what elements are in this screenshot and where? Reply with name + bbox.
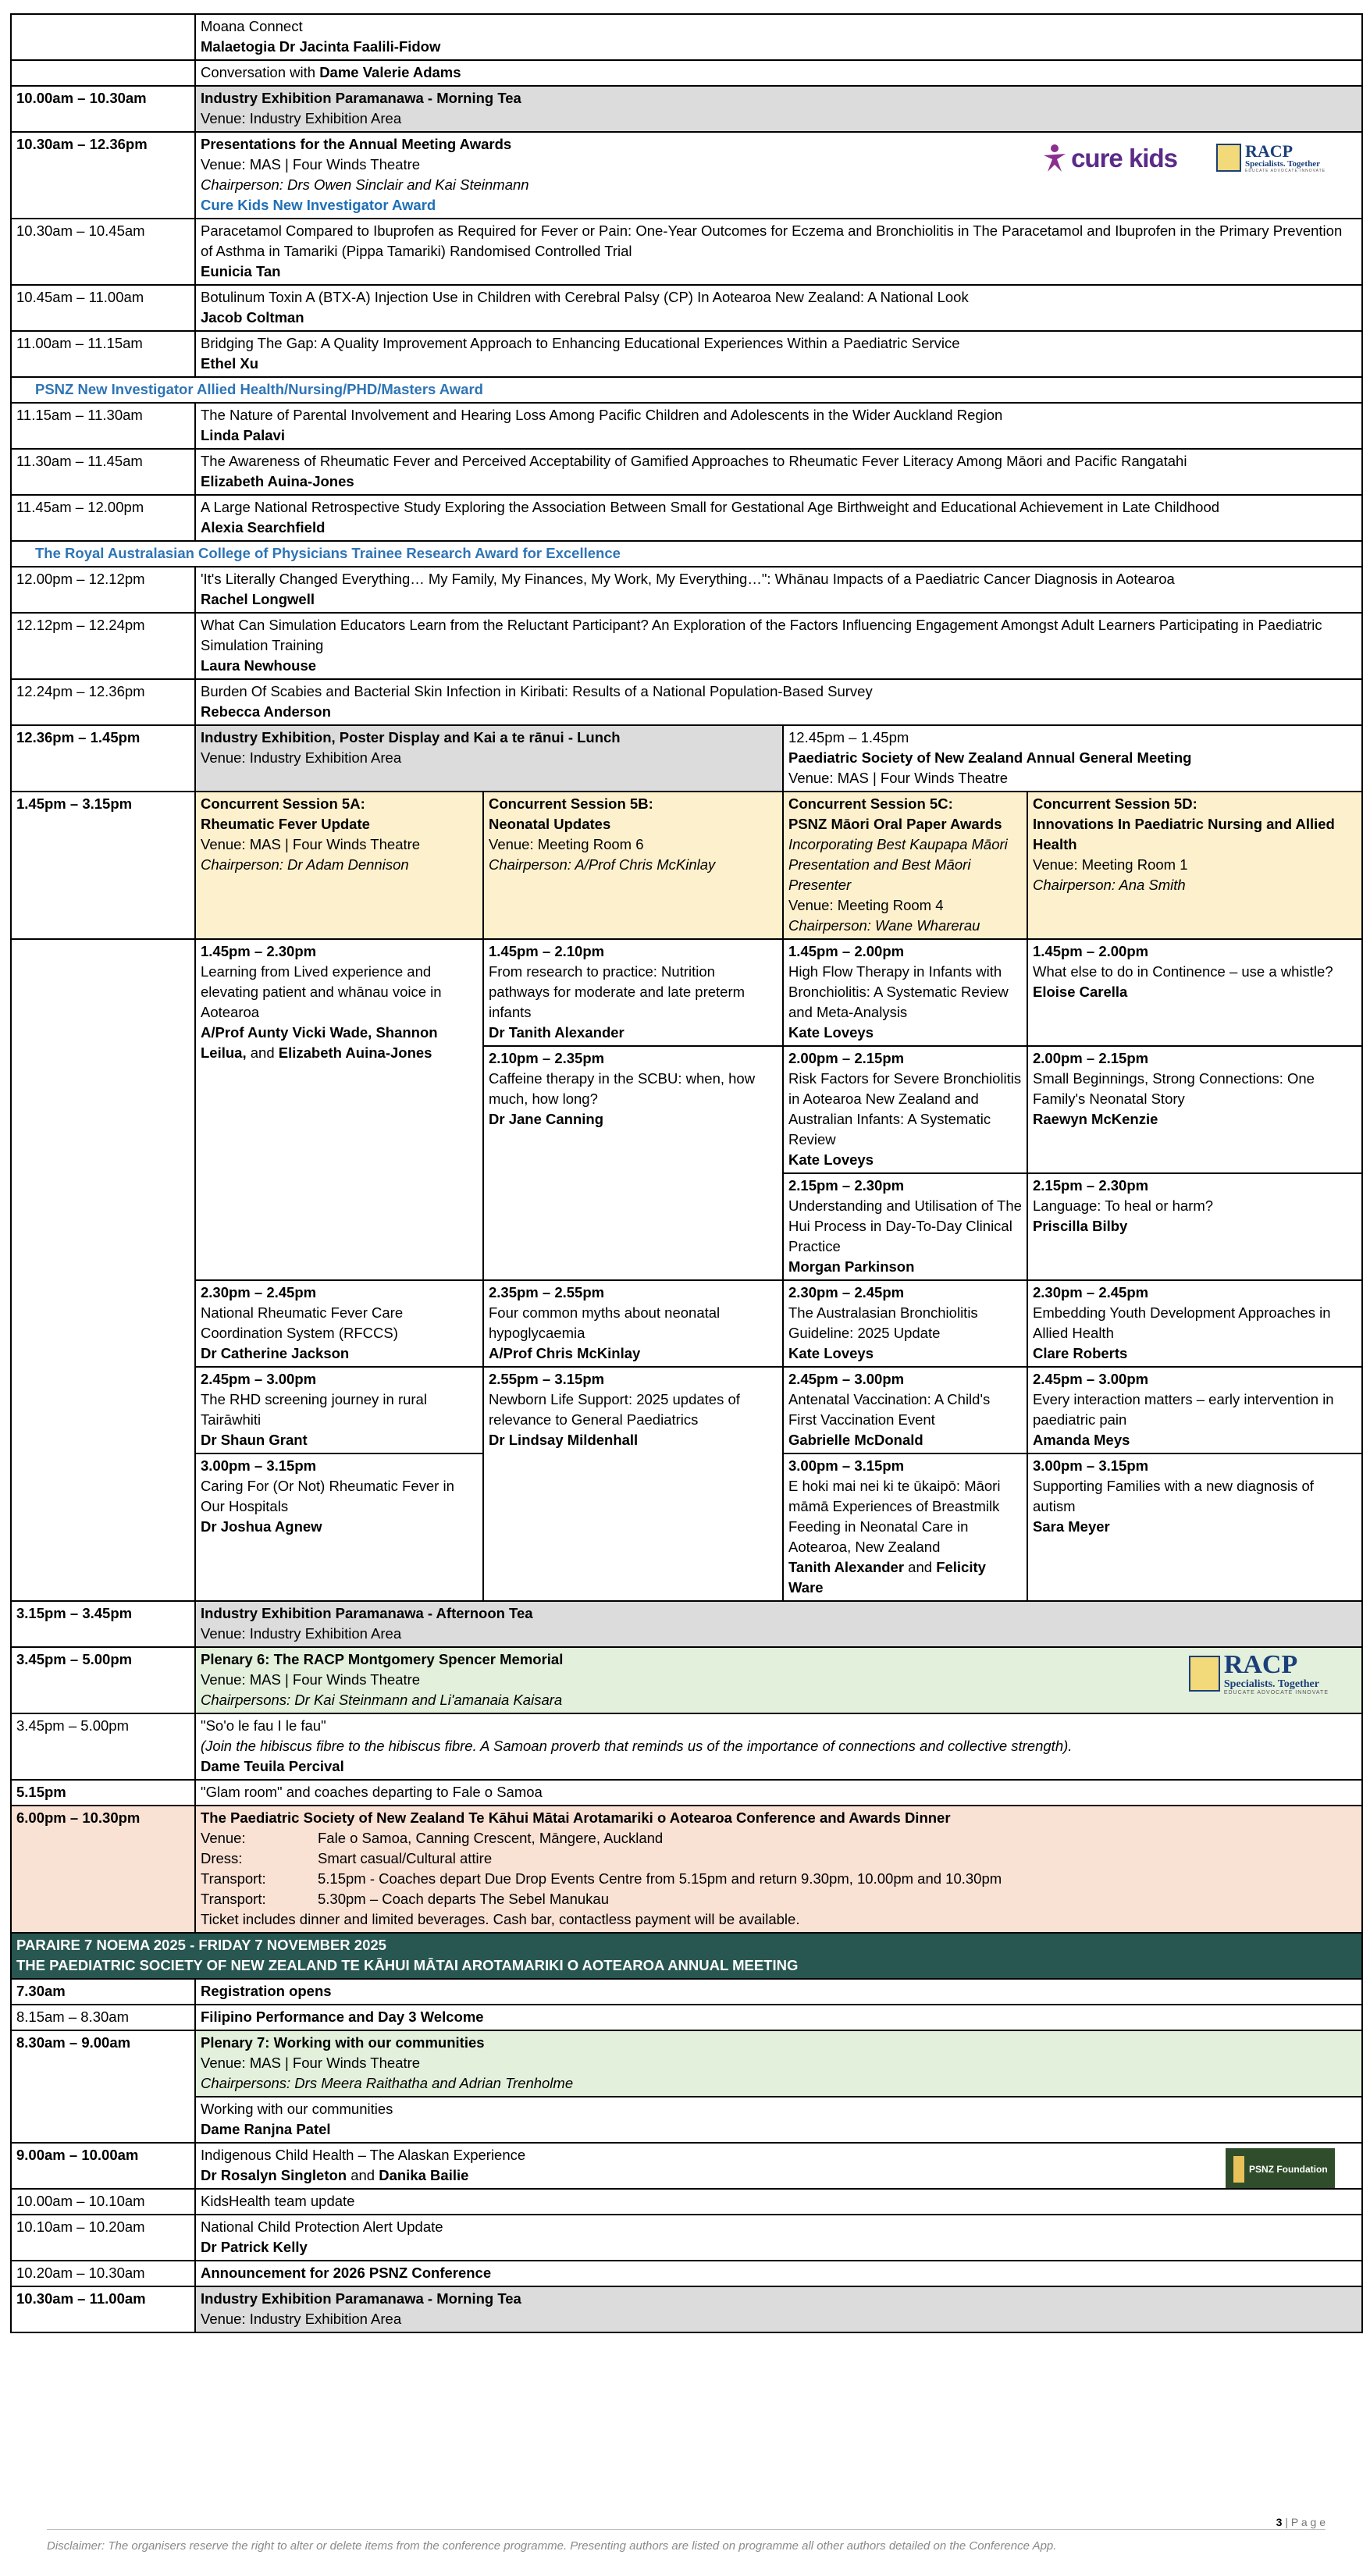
venue: Venue: Meeting Room 4 [788, 897, 944, 913]
racp-crest-icon [1189, 1656, 1220, 1692]
detail-value: Fale o Samoa, Canning Crescent, Māngere, Auckland [318, 1830, 664, 1846]
table-row [11, 2030, 1362, 2097]
talk-title: High Flow Therapy in Infants with Bronchiolitis: A Systematic Review and Meta-Analysis [788, 963, 1009, 1020]
cure-kids-logo [1041, 144, 1177, 173]
talk-cell [783, 1367, 1027, 1453]
table-row [11, 939, 1362, 1046]
detail-value: Smart casual/Cultural attire [318, 1850, 493, 1866]
session-title: Industry Exhibition Paramanawa - Morning Tea [201, 90, 521, 106]
table-row [11, 86, 1362, 132]
session-5c [783, 792, 1027, 939]
programme-table [10, 13, 1363, 2333]
talk-subtitle: (Join the hibiscus fibre to the hibiscus fibre. A Samoan proverb that reminds us of the importance of connections and collective strength). [201, 1738, 1073, 1754]
talk-title: "So'o le fau I le fau" [201, 1717, 326, 1734]
time-cell: 12.12pm – 12.24pm [11, 613, 195, 679]
speaker-name: Dr Lindsay Mildenhall [489, 1432, 639, 1448]
table-row [11, 132, 1362, 219]
talk-cell [1027, 1453, 1362, 1601]
talk-title: The Australasian Bronchiolitis Guideline: 2025 Update [788, 1304, 978, 1341]
table-row [11, 725, 1362, 792]
talk-time: 2.15pm – 2.30pm [788, 1177, 905, 1194]
dinner-note: Ticket includes dinner and limited beverages. Cash bar, contactless payment will be available. [201, 1911, 800, 1927]
table-row [11, 14, 1362, 60]
speaker-name: Sara Meyer [1033, 1518, 1110, 1535]
talk-title: A Large National Retrospective Study Exploring the Association Between Small for Gestational Age Birthweight and Educational Achievement in Late Childhood [201, 499, 1220, 515]
talk-title: Understanding and Utilisation of The Hui Process in Day-To-Day Clinical Practice [788, 1197, 1022, 1254]
speaker-name: Rebecca Anderson [201, 703, 331, 720]
talk-cell [483, 1280, 783, 1367]
table-row [11, 495, 1362, 541]
detail-key: Venue: [201, 1830, 246, 1846]
talk-time: 1.45pm – 2.00pm [1033, 943, 1149, 959]
talk-time: 3.00pm – 3.15pm [201, 1457, 317, 1474]
session-title: Industry Exhibition Paramanawa - Morning Tea [201, 2290, 521, 2307]
time-cell: 6.00pm – 10.30pm [11, 1806, 195, 1933]
talk-title: Paracetamol Compared to Ibuprofen as Required for Fever or Pain: One-Year Outcomes for Eczema and Bronchiolitis in The Paracetamol and Ibuprofen in the Primary Prevention of Asthma in Tamariki (Pippa Tamariki) Randomised Controlled Trial [201, 222, 1343, 259]
table-row [11, 2215, 1362, 2261]
talk-title: National Rheumatic Fever Care Coordination System (RFCCS) [201, 1304, 404, 1341]
speaker-name: Dr Jane Canning [489, 1111, 603, 1127]
speaker-name: Alexia Searchfield [201, 519, 326, 535]
speaker-name: Tanith Alexander [788, 1559, 905, 1575]
talk-title: Working with our communities [201, 2101, 393, 2117]
venue: Venue: Industry Exhibition Area [201, 1625, 402, 1642]
disclaimer: Disclaimer: The organisers reserve the right to alter or delete items from the conference programme. Presenting authors are listed on programme all other authors detailed on the Conference App. [47, 2539, 1057, 2553]
table-row [11, 1780, 1362, 1806]
talk-title: Conversation with [201, 64, 320, 80]
table-row [11, 1601, 1362, 1647]
table-row [11, 449, 1362, 495]
table-row [11, 1979, 1362, 2005]
venue: Venue: MAS | Four Winds Theatre [201, 836, 421, 852]
speaker-name: A/Prof Chris McKinlay [489, 1345, 641, 1361]
talk-time: 2.15pm – 2.30pm [1033, 1177, 1149, 1194]
day-meeting-name: THE PAEDIATRIC SOCIETY OF NEW ZEALAND TE KĀHUI MĀTAI AROTAMARIKI O AOTEAROA ANNUAL MEETING [16, 1957, 799, 1973]
racp-logo [1216, 142, 1326, 173]
talk-time: 2.00pm – 2.15pm [1033, 1050, 1149, 1066]
racp-crest-icon [1216, 144, 1241, 172]
time-cell: 11.45am – 12.00pm [11, 495, 195, 541]
talk-title: Antenatal Vaccination: A Child's First Vaccination Event [788, 1391, 991, 1428]
talk-title: From research to practice: Nutrition pathways for moderate and late preterm infants [489, 963, 745, 1020]
time-cell [11, 14, 195, 60]
talk-title: Caring For (Or Not) Rheumatic Fever in Our Hospitals [201, 1478, 454, 1514]
venue: Venue: MAS | Four Winds Theatre [788, 770, 1009, 786]
speaker-name: Amanda Meys [1033, 1432, 1130, 1448]
talk-title: E hoki mai nei ki te ūkaipō: Māori māmā Experiences of Breastmilk Feeding in Neonatal Care in Aotearoa, New Zealand [788, 1478, 1001, 1555]
session-title: Industry Exhibition, Poster Display and Kai a te rānui - Lunch [201, 729, 621, 745]
detail-key: Transport: [201, 1870, 266, 1887]
cure-kids-text: cure kids [1071, 144, 1177, 173]
speaker-name: Raewyn McKenzie [1033, 1111, 1158, 1127]
talk-title: The Nature of Parental Involvement and Hearing Loss Among Pacific Children and Adolescents in the Wider Auckland Region [201, 407, 1003, 423]
session-title: Plenary 7: Working with our communities [201, 2034, 485, 2051]
table-row [11, 1933, 1362, 1979]
time-cell: 1.45pm – 3.15pm [11, 792, 195, 939]
time-cell: 10.20am – 10.30am [11, 2261, 195, 2286]
time-cell: 8.15am – 8.30am [11, 2005, 195, 2030]
talk-cell [783, 1280, 1027, 1367]
session-title: Rheumatic Fever Update [201, 816, 370, 832]
talk-cell [1027, 1046, 1362, 1173]
talk-time: 2.00pm – 2.15pm [788, 1050, 905, 1066]
chairperson: Chairpersons: Drs Meera Raithatha and Adrian Trenholme [201, 2075, 574, 2091]
racp-tagline: Specialists. Together [1245, 159, 1320, 169]
talk-title: Learning from Lived experience and elevating patient and whānau voice in Aotearoa [201, 963, 442, 1020]
session-label: Concurrent Session 5D: [1033, 795, 1197, 812]
time-cell: 10.00am – 10.30am [11, 86, 195, 132]
session-label: Concurrent Session 5A: [201, 795, 365, 812]
time-cell: 10.30am – 10.45am [11, 219, 195, 285]
talk-title: Bridging The Gap: A Quality Improvement Approach to Enhancing Educational Experiences Within a Paediatric Service [201, 335, 960, 351]
speaker-name: Eunicia Tan [201, 263, 281, 279]
speaker-name: A/Prof Aunty Vicki Wade, Shannon Leilua, [201, 1024, 438, 1061]
talk-cell [195, 1367, 483, 1453]
footer-divider [47, 2529, 1326, 2530]
session-5a [195, 792, 483, 939]
talk-title: Risk Factors for Severe Bronchiolitis in Aotearoa New Zealand and Australian Infants: A Systematic Review [788, 1070, 1022, 1147]
chairperson: Chairperson: Wane Wharerau [788, 917, 980, 934]
speaker-name: Danika Bailie [379, 2167, 469, 2183]
session-title: Innovations In Paediatric Nursing and Allied Health [1033, 816, 1335, 852]
table-row [11, 331, 1362, 377]
venue: Venue: Meeting Room 1 [1033, 856, 1188, 873]
foundation-logo-text: PSNZ Foundation [1249, 2163, 1328, 2175]
table-row [11, 1280, 1362, 1367]
talk-title: Language: To heal or harm? [1033, 1197, 1214, 1214]
day-heading [11, 1933, 1362, 1979]
time-cell: 11.15am – 11.30am [11, 403, 195, 449]
talk-cell [195, 1280, 483, 1367]
foundation-mark-icon [1233, 2156, 1244, 2183]
talk-cell [783, 1453, 1027, 1601]
speaker-joiner: and [347, 2167, 379, 2183]
time-cell: 10.30am – 12.36pm [11, 132, 195, 219]
talk-title: Supporting Families with a new diagnosis of autism [1033, 1478, 1314, 1514]
cure-kids-figure-icon [1041, 144, 1068, 173]
time-cell: 10.10am – 10.20am [11, 2215, 195, 2261]
talk-title: Small Beginnings, Strong Connections: One Family's Neonatal Story [1033, 1070, 1315, 1107]
table-row [11, 1647, 1362, 1713]
talk-time: 2.45pm – 3.00pm [1033, 1371, 1149, 1387]
speaker-joiner: and [246, 1044, 279, 1061]
chairperson: Chairperson: Drs Owen Sinclair and Kai Steinmann [201, 176, 529, 193]
talk-time: 2.45pm – 3.00pm [788, 1371, 905, 1387]
speaker-name: Dr Catherine Jackson [201, 1345, 350, 1361]
talk-time: 2.30pm – 2.45pm [201, 1284, 317, 1300]
time-cell: 8.30am – 9.00am [11, 2030, 195, 2143]
talk-time: 3.00pm – 3.15pm [788, 1457, 905, 1474]
session-title: Plenary 6: The RACP Montgomery Spencer Memorial [201, 1651, 564, 1667]
chairperson: Chairperson: Dr Adam Dennison [201, 856, 409, 873]
talk-cell [483, 1367, 783, 1601]
speaker-name: Laura Newhouse [201, 657, 317, 674]
time-cell: 7.30am [11, 1979, 195, 2005]
speaker-name: Dame Ranjna Patel [201, 2121, 331, 2137]
table-row [11, 377, 1362, 403]
talk-time: 2.30pm – 2.45pm [1033, 1284, 1149, 1300]
time-cell: 12.24pm – 12.36pm [11, 679, 195, 725]
speaker-name: Gabrielle McDonald [788, 1432, 923, 1448]
talk-time: 2.35pm – 2.55pm [489, 1284, 605, 1300]
racp-logo [1189, 1651, 1329, 1696]
venue: Venue: Industry Exhibition Area [201, 2311, 402, 2327]
time-cell: 10.30am – 11.00am [11, 2286, 195, 2332]
speaker-name: Priscilla Bilby [1033, 1218, 1128, 1234]
time-cell [11, 939, 195, 1601]
venue: Venue: Industry Exhibition Area [201, 110, 402, 126]
talk-cell [783, 1046, 1027, 1173]
speaker-name: Kate Loveys [788, 1024, 874, 1041]
speaker-name: Dr Patrick Kelly [201, 2239, 308, 2255]
time-cell: 12.36pm – 1.45pm [11, 725, 195, 792]
talk-cell [1027, 1280, 1362, 1367]
session-5d [1027, 792, 1362, 939]
speaker-name: Elizabeth Auina-Jones [278, 1044, 432, 1061]
agm-time: 12.45pm – 1.45pm [788, 729, 909, 745]
psnz-foundation-logo [1226, 2148, 1335, 2189]
talk-cell [783, 1173, 1027, 1280]
speaker-name: Malaetogia Dr Jacinta Faalili-Fidow [201, 38, 441, 55]
time-cell: 3.15pm – 3.45pm [11, 1601, 195, 1647]
award-heading: PSNZ New Investigator Allied Health/Nursing/PHD/Masters Award [11, 377, 1362, 403]
time-cell: 11.30am – 11.45am [11, 449, 195, 495]
table-row [11, 1367, 1362, 1453]
talk-title: "Glam room" and coaches departing to Fale o Samoa [195, 1780, 1362, 1806]
chairperson: Chairpersons: Dr Kai Steinmann and Li'amanaia Kaisara [201, 1692, 563, 1708]
table-row [11, 541, 1362, 567]
talk-title: Every interaction matters – early intervention in paediatric pain [1033, 1391, 1334, 1428]
session-label: Concurrent Session 5C: [788, 795, 953, 812]
table-row [11, 679, 1362, 725]
page-number-label: | P a g e [1282, 2516, 1326, 2528]
talk-title: The RHD screening journey in rural Tairāwhiti [201, 1391, 427, 1428]
time-cell: 3.45pm – 5.00pm [11, 1647, 195, 1713]
speaker-name: Dr Tanith Alexander [489, 1024, 625, 1041]
venue: Venue: Meeting Room 6 [489, 836, 644, 852]
agm-title: Paediatric Society of New Zealand Annual General Meeting [788, 749, 1192, 766]
speaker-name: Kate Loveys [788, 1151, 874, 1168]
detail-value: 5.30pm – Coach departs The Sebel Manukau [318, 1891, 609, 1907]
racp-motto: EDUCATE ADVOCATE INNOVATE [1245, 168, 1326, 173]
talk-time: 1.45pm – 2.00pm [788, 943, 905, 959]
talk-cell [483, 1046, 783, 1280]
table-row [11, 2005, 1362, 2030]
venue: Venue: Industry Exhibition Area [201, 749, 402, 766]
speaker-name: Jacob Coltman [201, 309, 304, 326]
talk-cell [195, 939, 483, 1280]
table-row [11, 2143, 1362, 2189]
talk-cell [1027, 939, 1362, 1046]
venue: Venue: MAS | Four Winds Theatre [201, 2055, 421, 2071]
dinner-title: The Paediatric Society of New Zealand Te Kāhui Mātai Arotamariki o Aotearoa Conference and Awards Dinner [201, 1809, 951, 1826]
award-name: Cure Kids New Investigator Award [201, 197, 436, 213]
talk-title: Four common myths about neonatal hypoglycaemia [489, 1304, 721, 1341]
talk-time: 1.45pm – 2.30pm [201, 943, 317, 959]
speaker-name: Rachel Longwell [201, 591, 315, 607]
time-cell: 10.00am – 10.10am [11, 2189, 195, 2215]
talk-time: 1.45pm – 2.10pm [489, 943, 605, 959]
speaker-name: Clare Roberts [1033, 1345, 1128, 1361]
racp-tagline: Specialists. Together [1223, 1678, 1319, 1690]
talk-title: Burden Of Scabies and Bacterial Skin Infection in Kiribati: Results of a National Population-Based Survey [201, 683, 873, 699]
time-cell: 5.15pm [11, 1780, 195, 1806]
talk-title: Indigenous Child Health – The Alaskan Experience [201, 2147, 526, 2163]
table-row [11, 792, 1362, 939]
table-row [11, 567, 1362, 613]
talk-time: 2.55pm – 3.15pm [489, 1371, 605, 1387]
detail-key: Dress: [201, 1850, 243, 1866]
time-cell: 12.00pm – 12.12pm [11, 567, 195, 613]
table-row [11, 1806, 1362, 1933]
session-title: PSNZ Māori Oral Paper Awards [788, 816, 1002, 832]
talk-title: What Can Simulation Educators Learn from the Reluctant Participant? An Exploration of the Factors Influencing Engagement Amongst Adult Learners Participating in Paediatric Simulation Training [201, 617, 1322, 653]
time-cell: 10.45am – 11.00am [11, 285, 195, 331]
talk-title: National Child Protection Alert Update [201, 2218, 443, 2235]
speaker-name: Dame Teuila Percival [201, 1758, 344, 1774]
detail-key: Transport: [201, 1891, 266, 1907]
speaker-name: Dame Valerie Adams [319, 64, 461, 80]
talk-time: 2.10pm – 2.35pm [489, 1050, 605, 1066]
talk-title: Moana Connect [201, 18, 303, 34]
talk-cell [1027, 1173, 1362, 1280]
talk-title: Newborn Life Support: 2025 updates of relevance to General Paediatrics [489, 1391, 740, 1428]
talk-title: The Awareness of Rheumatic Fever and Perceived Acceptability of Gamified Approaches to Rheumatic Fever Literacy Among Māori and Pacific Rangatahi [201, 453, 1187, 469]
talk-title: Botulinum Toxin A (BTX-A) Injection Use in Children with Cerebral Palsy (CP) In Aotearoa New Zealand: A National Look [201, 289, 969, 305]
table-row [11, 285, 1362, 331]
speaker-name: Kate Loveys [788, 1345, 874, 1361]
detail-value: 5.15pm - Coaches depart Due Drop Events Centre from 5.15pm and return 9.30pm, 10.00pm and 10.30pm [318, 1870, 1002, 1887]
speaker-name: Dr Joshua Agnew [201, 1518, 322, 1535]
table-row [11, 2261, 1362, 2286]
talk-title: Embedding Youth Development Approaches in Allied Health [1033, 1304, 1331, 1341]
speaker-name: Ethel Xu [201, 355, 259, 372]
talk-title: 'It's Literally Changed Everything… My Family, My Finances, My Work, My Everything…": Whānau Impacts of a Paediatric Cancer Diagnosis in Aotearoa [201, 571, 1175, 587]
talk-title: Caffeine therapy in the SCBU: when, how much, how long? [489, 1070, 756, 1107]
session-subtitle: Incorporating Best Kaupapa Māori Presentation and Best Māori Presenter [788, 836, 1008, 893]
talk-cell [783, 939, 1027, 1046]
venue: Venue: MAS | Four Winds Theatre [201, 1671, 421, 1688]
racp-logo-text: RACP [1223, 1650, 1298, 1679]
talk-cell [195, 1453, 483, 1601]
talk-cell [1027, 1367, 1362, 1453]
time-cell [11, 60, 195, 86]
session-title: Industry Exhibition Paramanawa - Afternoon Tea [201, 1605, 533, 1621]
speaker-name: Linda Palavi [201, 427, 285, 443]
page-number-value: 3 [1276, 2516, 1283, 2528]
chairperson: Chairperson: A/Prof Chris McKinlay [489, 856, 716, 873]
table-row [11, 2097, 1362, 2143]
table-row [11, 1713, 1362, 1780]
table-row [11, 2189, 1362, 2215]
session-title: Registration opens [195, 1979, 1362, 2005]
award-heading: The Royal Australasian College of Physicians Trainee Research Award for Excellence [11, 541, 1362, 567]
talk-time: 3.00pm – 3.15pm [1033, 1457, 1149, 1474]
chairperson: Chairperson: Ana Smith [1033, 877, 1186, 893]
table-row [11, 613, 1362, 679]
session-title: Announcement for 2026 PSNZ Conference [195, 2261, 1362, 2286]
talk-time: 2.30pm – 2.45pm [788, 1284, 905, 1300]
racp-motto: EDUCATE ADVOCATE INNOVATE [1223, 1690, 1329, 1696]
speaker-joiner: and [904, 1559, 937, 1575]
table-row [11, 403, 1362, 449]
talk-cell [483, 939, 783, 1046]
day-date: PARAIRE 7 NOEMA 2025 - FRIDAY 7 NOVEMBER 2025 [16, 1937, 386, 1953]
session-title: Neonatal Updates [489, 816, 611, 832]
talk-title: KidsHealth team update [195, 2189, 1362, 2215]
session-5b [483, 792, 783, 939]
speaker-name: Elizabeth Auina-Jones [201, 473, 354, 489]
session-label: Concurrent Session 5B: [489, 795, 653, 812]
speaker-name: Morgan Parkinson [788, 1258, 915, 1275]
speaker-name: Dr Shaun Grant [201, 1432, 308, 1448]
talk-title: What else to do in Continence – use a whistle? [1033, 963, 1333, 980]
talk-time: 2.45pm – 3.00pm [201, 1371, 317, 1387]
table-row [11, 2286, 1362, 2332]
time-cell: 3.45pm – 5.00pm [11, 1713, 195, 1780]
speaker-name: Felicity Ware [788, 1559, 986, 1596]
venue: Venue: MAS | Four Winds Theatre [201, 156, 421, 173]
speaker-name: Eloise Carella [1033, 984, 1128, 1000]
session-title: Presentations for the Annual Meeting Awards [201, 136, 512, 152]
time-cell: 11.00am – 11.15am [11, 331, 195, 377]
session-title: Filipino Performance and Day 3 Welcome [195, 2005, 1362, 2030]
table-row [11, 219, 1362, 285]
time-cell: 9.00am – 10.00am [11, 2143, 195, 2189]
racp-logo-text: RACP [1245, 141, 1293, 161]
speaker-name: Dr Rosalyn Singleton [201, 2167, 347, 2183]
table-row [11, 60, 1362, 86]
